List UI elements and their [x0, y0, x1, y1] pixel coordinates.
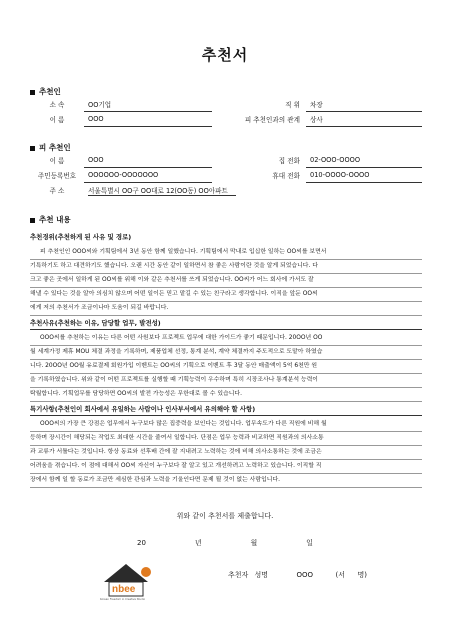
- address-label: 주 소: [49, 186, 65, 195]
- paragraph-line: 어려움을 겪습니다. 이 점에 대해서 OO씨 자신이 누구보다 잘 알고 있고 개선하려고 노력하고 있습니다. 이직할 직: [30, 460, 422, 474]
- resident-number-value: OOOOOO-OOOOOOO: [84, 168, 212, 183]
- contents-heading-text: 추천 내용: [39, 215, 71, 224]
- paragraph-line: 기특하기도 하고 대견하기도 했습니다. 오랜 시간 동안 같이 일하면서 참 좋은 사람이란 것을 알게 되었습니다. 다: [30, 260, 422, 274]
- recommender-heading: [30, 86, 61, 97]
- paragraph-line: 피 추천인인 OOO씨와 기획팀에서 3년 동안 함께 일했습니다. 기획팀에서 막내로 입십한 일하는 OO씨를 보면서: [30, 246, 422, 260]
- paragraph-line: 에게 저의 추천서가 조금이나마 도움이 되길 바랍니다.: [30, 302, 422, 316]
- recommendee-heading-text: 피 추천인: [39, 143, 71, 152]
- recommender-name-value: OOO: [84, 112, 212, 127]
- home-phone-value: 02-OOO-OOOO: [306, 153, 422, 168]
- reason-paragraph: [30, 246, 422, 316]
- special-notes-question: 특기사항(추천인이 회사에서 유일하는 사람이나 인사부서에서 유의해야 할 사항): [30, 404, 422, 416]
- relation-value: 상사: [306, 112, 422, 127]
- logo-wordmark: nbee: [112, 584, 136, 595]
- document-title: 추천서: [201, 46, 249, 64]
- square-bullet-icon: [30, 218, 35, 223]
- square-bullet-icon: [30, 90, 35, 95]
- paragraph-line: 을 기록하였습니다. 위와 같이 어떤 프로젝트를 실행할 때 기획능력이 우수하며 특히 시장조사나 통계분석 능력이: [30, 374, 422, 388]
- paragraph-line: 해낼 수 있다는 것을 알아 의심치 않으며 어떤 일이든 믿고 맡길 수 있는 친구라고 생각합니다. 이직을 앞둔 OO씨: [30, 288, 422, 302]
- reason-question: 추천경위(추천하게 된 사유 및 경로): [30, 233, 132, 241]
- date-line: [0, 538, 450, 548]
- mobile-label: 휴대 전화: [272, 172, 300, 180]
- recommender-name-label: 이 름: [49, 116, 65, 124]
- mobile-value: 010-OOOO-OOOO: [306, 168, 422, 183]
- position-value: 차장: [306, 97, 422, 112]
- signer-label: 추천자 성명: [228, 571, 269, 579]
- recommender-heading-text: 추천인: [39, 87, 61, 96]
- address-value: [84, 183, 422, 198]
- recommendee-name-value: OOO: [84, 153, 212, 168]
- affiliation-label: 소 속: [49, 101, 65, 110]
- contents-heading: [30, 214, 71, 225]
- paragraph-line: 장에서 함께 일 할 동료가 조금만 세심한 관심과 노력을 기울인다면 문제 될 것이 없는 사람입니다.: [30, 474, 422, 488]
- signer-name: OOO: [296, 571, 314, 579]
- address-text: 서울특별시 OO구 OO대로 12(OO동) OO아파트: [88, 185, 236, 196]
- closing-statement: 위와 같이 추천서를 제출합니다.: [176, 512, 274, 520]
- seal-text: (서 명): [335, 571, 367, 579]
- paragraph-line: 탁월합니다. 기획업무를 담당하면 OO씨의 발전 가능성은 무한대로 볼 수 있습니다.: [30, 388, 422, 402]
- recommender-table: [30, 97, 422, 127]
- recommendee-heading: [30, 142, 71, 153]
- home-phone-label: 집 전화: [278, 157, 300, 166]
- paragraph-line: 월 세계가정 제휴 MOU 체결 과정을 기록하며, 제품업체 선정, 통계 분석, 계약 체결까지 주도적으로 도맡아 하였습: [30, 346, 422, 360]
- affiliation-value: OO기업: [84, 97, 212, 112]
- paragraph-line: 크고 좋은 곳에서 일하게 된 OO씨를 위해 이와 같은 추천서를 쓰게 되었습니다. OO씨가 어느 회사에 가서도 잘: [30, 274, 422, 288]
- relation-label: 피 추천인과의 관계: [244, 116, 300, 124]
- resident-number-label: 주민등록번호: [37, 172, 77, 180]
- paragraph-line: 과 교류가 서툴다는 것입니다. 항상 동료와 선후배 간에 잘 지내려고 노력하는 것에 비해 의사소통하는 것에 조금은: [30, 446, 422, 460]
- paragraph-line: 니다. 20OO년 OO월 유료결제 회원가입 이벤트는 OO씨의 기획으로 이벤트 후 3달 동안 매출액이 5억 6천만 원: [30, 360, 422, 374]
- paragraph-line: OOO씨의 가장 큰 강점은 업무에서 누구보다 많은 집중력을 보인다는 것입니다. 업무속도가 다른 직원에 비해 월: [30, 418, 422, 432]
- square-bullet-icon: [30, 146, 35, 151]
- company-logo: [100, 560, 162, 604]
- recommendee-name-label: 이 름: [49, 157, 65, 166]
- logo-tagline: Korean Freedom in Creative Studio: [100, 598, 146, 601]
- date-text: 20 년 월 일: [137, 539, 313, 547]
- paragraph-line: OOO씨를 추천하는 이유는 다른 어떤 사원보다 프로젝트 업무에 대한 가이드가 좋기 때문입니다. 20OO년 OO: [30, 332, 422, 346]
- paragraph-line: 등하며 장시간이 해당되는 작업도 최대한 시간을 줄여서 일합니다. 단점은 업무 능력과 비교하면 직원과의 의사소통: [30, 432, 422, 446]
- position-label: 직 위: [285, 101, 300, 110]
- purpose-question: 추천사유(추천하는 이유, 담당할 업무, 발전성): [30, 318, 422, 330]
- special-notes-paragraph: [30, 418, 422, 488]
- signature-line: [228, 570, 367, 580]
- recommendee-table: [30, 153, 422, 197]
- purpose-paragraph: [30, 332, 422, 402]
